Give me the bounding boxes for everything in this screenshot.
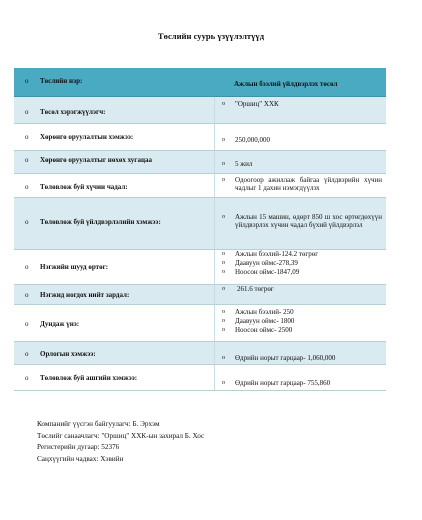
row-label: Нэгжийн шууд өртөг: [40, 263, 109, 271]
bullet-icon: o [25, 291, 29, 299]
table-row [14, 285, 386, 305]
row-value: "Оршиц" ХХК [235, 100, 279, 108]
table-row [14, 174, 386, 198]
bullet-icon: o [222, 214, 225, 220]
bullet-icon: o [25, 183, 29, 191]
bullet-icon: o [25, 218, 29, 226]
bullet-icon: o [222, 380, 225, 386]
footer-notes [37, 419, 204, 465]
header-value-cell [214, 68, 386, 96]
table-row [14, 151, 386, 174]
bullet-icon: o [222, 177, 225, 183]
bullet-icon: o [222, 161, 225, 167]
bullet-icon: o [222, 309, 225, 315]
row-value: 250,000,000 [235, 136, 270, 144]
bullet-icon: o [25, 156, 29, 164]
table-row [14, 124, 386, 151]
row-value: Ажлын бээлий-124.2 төгрөг Даавуун оймс-278,39 Ноосон оймс-1847,09 [235, 250, 319, 276]
bullet-icon: o [222, 286, 225, 292]
table-header-row [14, 68, 386, 97]
row-label: Төлөвлөж буй хүчин чадал: [40, 183, 128, 191]
table-row [14, 97, 386, 124]
bullet-icon: o [222, 251, 225, 257]
row-value: 5 жил [235, 160, 253, 168]
row-label: Дундаж үнэ: [40, 320, 80, 328]
bullet-icon: o [222, 355, 225, 361]
row-value: Өдрийн норыт гарцаар- 755,860 [235, 379, 331, 387]
table-row [14, 250, 386, 285]
bullet-icon: o [222, 260, 225, 266]
table-row [14, 198, 386, 250]
bullet-icon: o [222, 101, 225, 107]
bullet-icon: o [222, 269, 225, 275]
row-label: Орлогын хэмжээ: [40, 350, 96, 358]
initiator-line: Төслийг санаачлагч: "Оршиц" ХХК-ын захирал Б. Хос [37, 431, 205, 440]
registration-line: Регистерийн дугаар: 52376 [37, 443, 120, 451]
bullet-icon: o [25, 350, 29, 358]
row-label: Төсөл хэрэгжүүлэгч: [40, 108, 106, 116]
row-value: Ажлын бээлий- 250 Даавуун оймс- 1800 Ноосон оймс- 2500 [235, 308, 295, 334]
header-label-cell [14, 68, 214, 96]
row-value: Ажлын 15 машин, өдөрт 850 ш хос өртөгдөхүүн үйлдвэрлэх хүчин чадал бүхий үйлдвэрлэл [235, 213, 382, 230]
header-value: Ажлын бээлий үйлдвэрлэх төсөл [234, 80, 338, 88]
table-row [14, 342, 386, 365]
row-value: Одоогоор ажиллаж байгаа үйлдвэрийн хүчин чадлыг 1 дахин нэмэгдүүлэх [235, 176, 382, 193]
row-label: Хөрөнгө оруулалтыг нөхөх хугацаа [40, 156, 153, 164]
row-value: Өдрийн норыт гарцаар- 1,060,000 [235, 354, 336, 362]
row-label: Нэгжид ногдох нийт зардал: [40, 291, 130, 299]
row-label: Төлөвлөж буй ашгийн хэмжээ: [40, 374, 138, 382]
bullet-icon: o [25, 374, 29, 382]
header-label: Төслийн нэр: [40, 77, 83, 85]
row-value: 261.6 төгрөг [237, 285, 274, 293]
table-row [14, 305, 386, 342]
bullet-icon: o [222, 318, 225, 324]
bullet-icon: o [25, 320, 29, 328]
bullet-icon: o [222, 327, 225, 333]
bullet-icon: o [25, 263, 29, 271]
bullet-icon: o [25, 77, 29, 85]
bullet-icon: o [25, 108, 29, 116]
row-label: Төлөвлөж буй үйлдвэрлэлийн хэмжээ: [40, 218, 161, 226]
table-row [14, 365, 386, 391]
bullet-icon: o [25, 133, 29, 141]
page-title: Төслийн суурь үзүүлэлтүүд [157, 31, 265, 41]
financial-capacity-line: Саңхүүгийн чадвах: Хэвийн [37, 454, 124, 463]
founder-line: Компанийг үүсгэн байгуулагч: Б. Эрхэм [37, 420, 160, 428]
bullet-icon: o [222, 137, 225, 143]
row-label: Хөрөнгө оруулалтын хэмжээ: [40, 133, 134, 141]
